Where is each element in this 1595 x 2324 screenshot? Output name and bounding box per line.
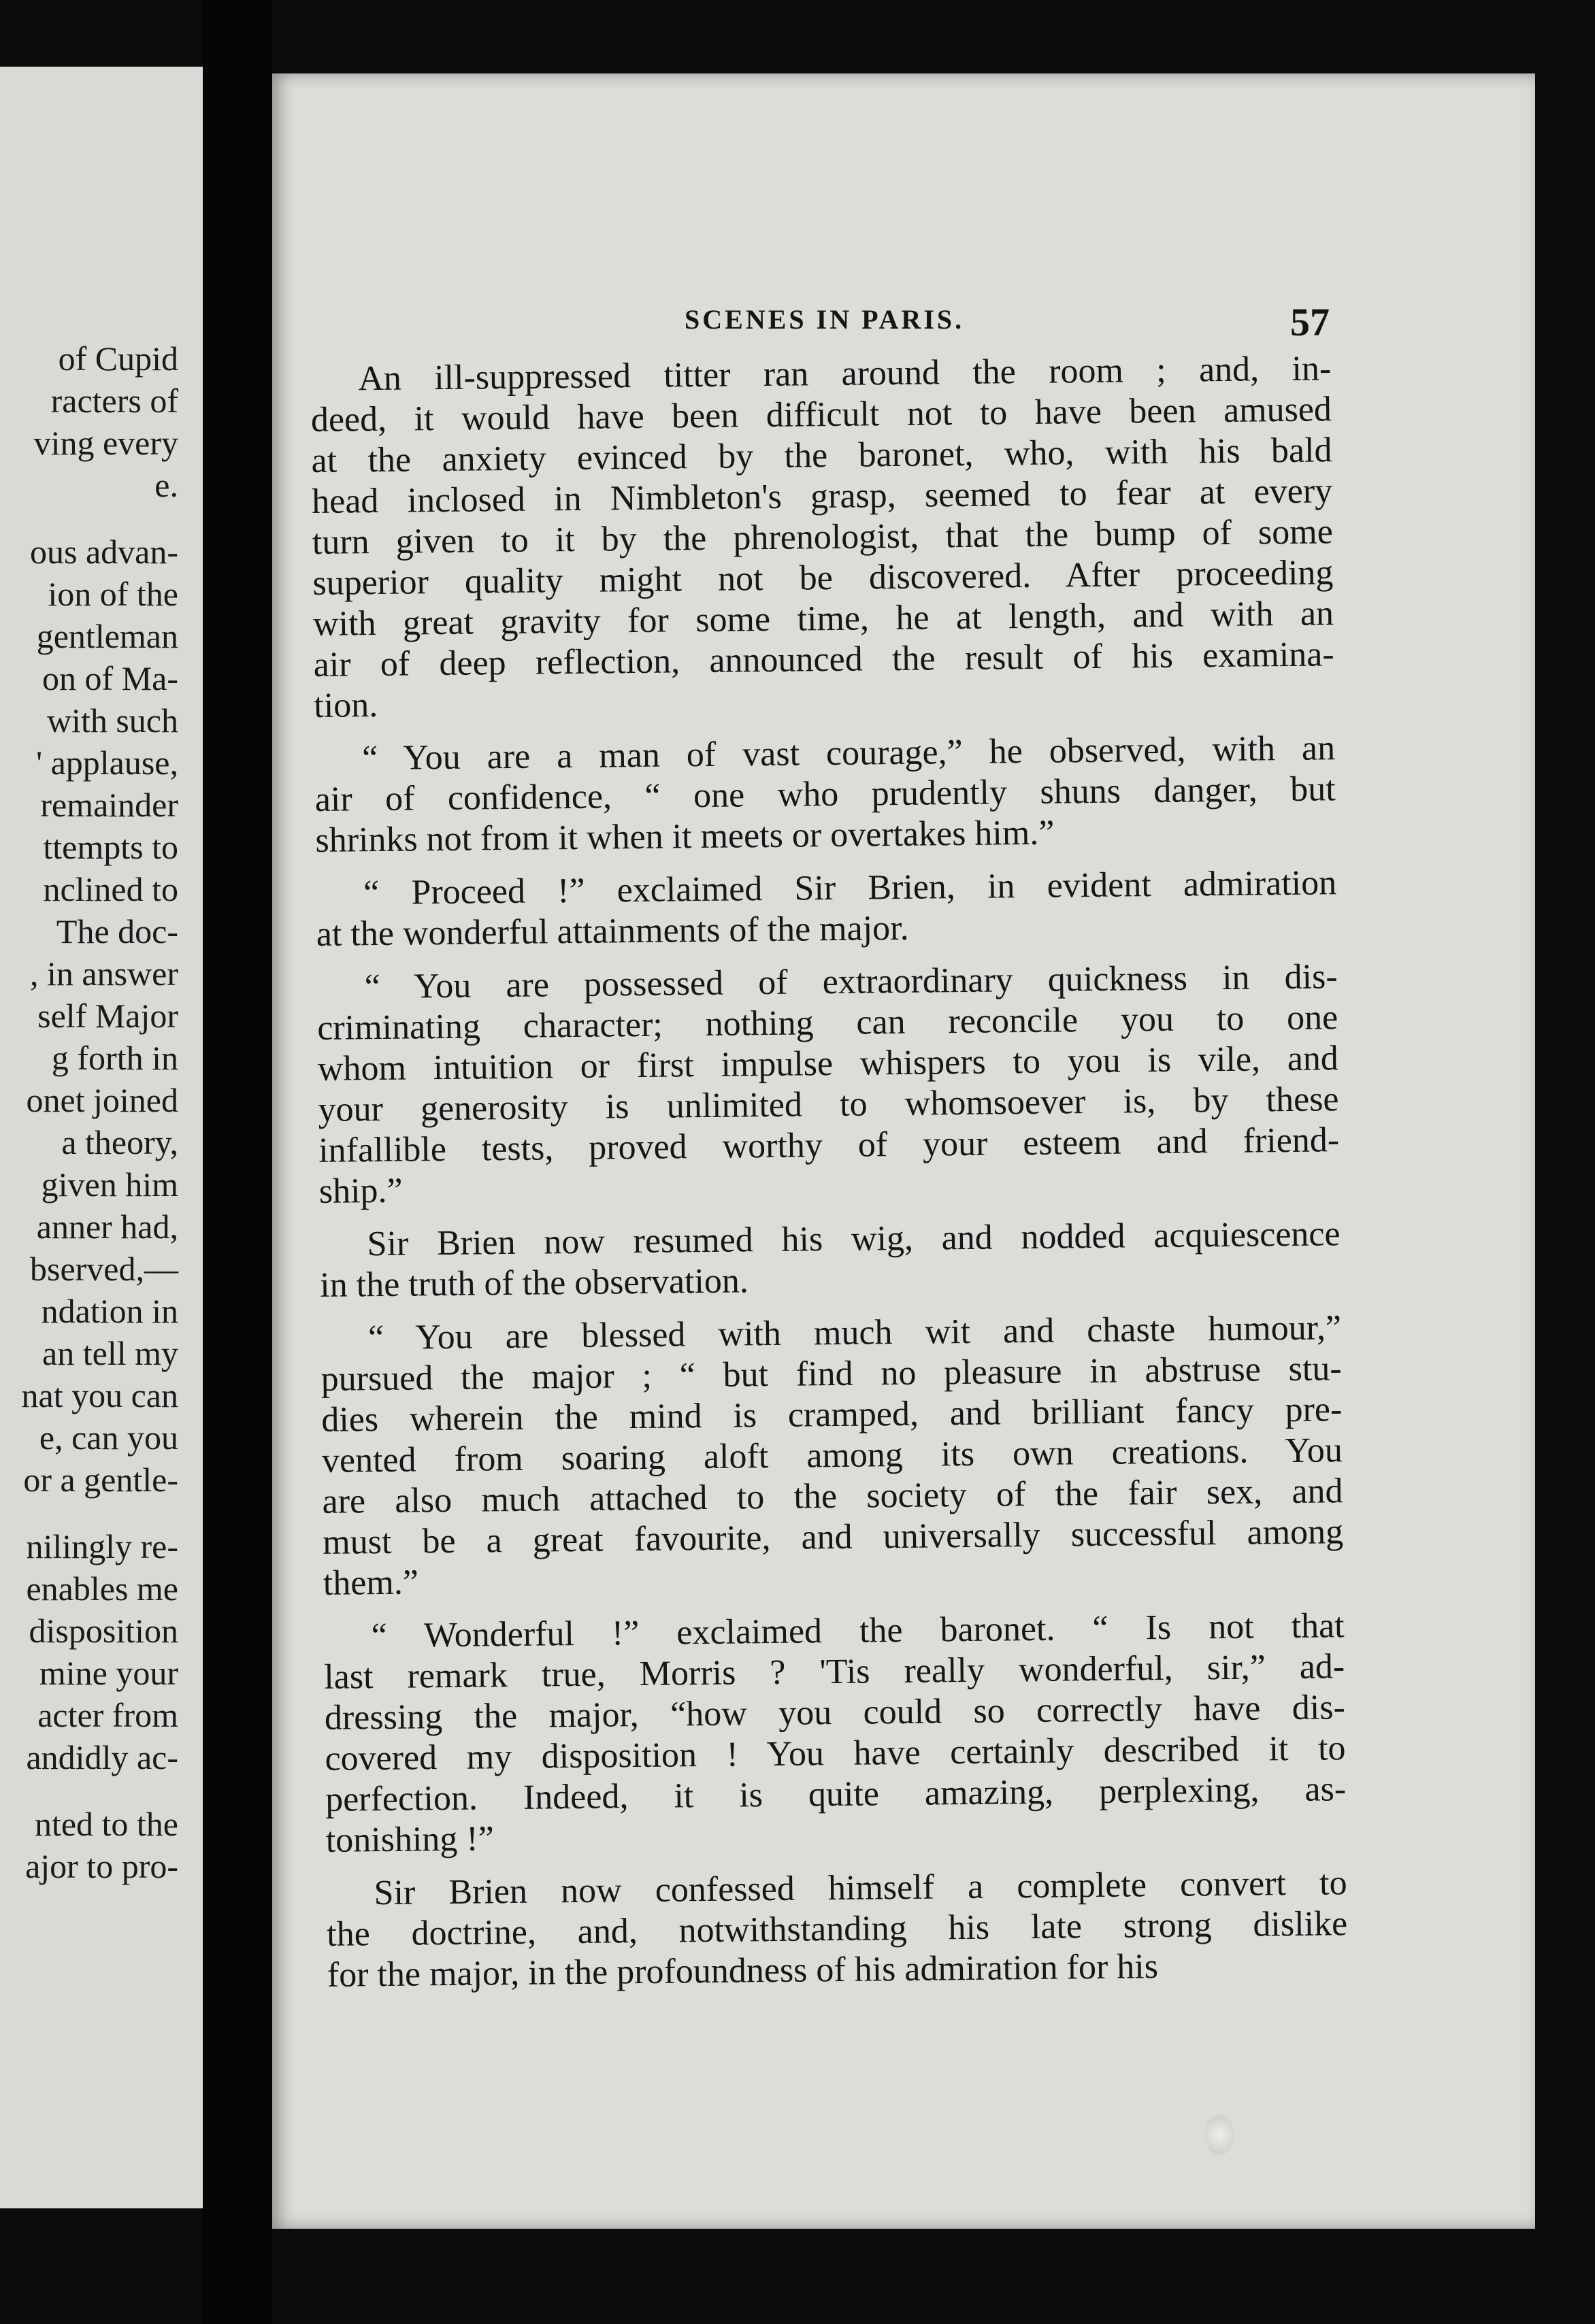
text-line: with great gravity for some time, he at length, and with an — [312, 594, 1334, 644]
paragraph — [323, 1606, 1347, 1861]
text-line: ship.” — [318, 1171, 403, 1211]
text-line: tion. — [314, 685, 378, 725]
text-line: covered my disposition ! You have certainly described it to — [325, 1729, 1346, 1778]
paragraph — [319, 1214, 1341, 1306]
text-line: turn given to it by the phrenologist, that the bump of some — [312, 512, 1334, 562]
text-line: criminating character; nothing can reconcile you to one — [317, 998, 1338, 1048]
left-page-line: racters of — [50, 382, 178, 420]
left-page-line: or a gentle- — [23, 1461, 178, 1499]
text-line: at the wonderful attainments of the major. — [316, 908, 909, 954]
left-page-line: nted to the — [34, 1805, 178, 1843]
left-page-gap — [0, 1501, 178, 1525]
text-line: in the truth of the observation. — [319, 1261, 749, 1305]
left-page-line: , in answer — [30, 954, 178, 993]
left-page-line: nclined to — [43, 870, 178, 908]
main-page — [272, 73, 1535, 2229]
left-page-line: andidly ac- — [26, 1738, 178, 1776]
text-line: your generosity is unlimited to whomsoever is, by these — [318, 1080, 1339, 1129]
left-page-line: acter from — [37, 1696, 178, 1734]
left-page-line: ' applause, — [36, 744, 178, 782]
text-line: Sir Brien now resumed his wig, and nodded acquiescence — [367, 1214, 1341, 1264]
text-line: vented from soaring aloft among its own creations. You — [321, 1431, 1343, 1480]
left-page-line: on of Ma- — [42, 659, 178, 697]
left-page-line: an tell my — [42, 1334, 178, 1372]
text-line: dies wherein the mind is cramped, and brilliant fancy pre- — [321, 1390, 1343, 1440]
text-line: infallible tests, proved worthy of your esteem and friend- — [318, 1120, 1340, 1170]
left-page-line: enables me — [26, 1570, 178, 1608]
paragraph — [310, 348, 1335, 727]
running-header — [272, 299, 1535, 347]
left-page-line: nat you can — [21, 1376, 178, 1414]
text-line: must be a great favourite, and universally successful among — [322, 1512, 1344, 1562]
left-page-line: anner had, — [36, 1208, 178, 1246]
text-line: them.” — [323, 1563, 419, 1603]
paragraph — [326, 1863, 1348, 1996]
text-line: “ You are blessed with much wit and chaste humour,” — [367, 1308, 1342, 1358]
left-page-line: e, can you — [39, 1418, 178, 1457]
text-line: Sir Brien now confessed himself a complete convert to — [374, 1863, 1347, 1913]
text-line: perfection. Indeed, it is quite amazing, perplexing, as- — [325, 1770, 1347, 1819]
left-page-line: with such — [46, 701, 178, 740]
book-gutter — [203, 0, 272, 2324]
text-line: air of confidence, “ one who prudently shuns danger, but — [314, 769, 1336, 819]
text-line: tonishing !” — [325, 1819, 495, 1860]
text-line: are also much attached to the society of the fair sex, and — [322, 1472, 1343, 1521]
left-page-line: self Major — [37, 997, 178, 1035]
left-page-line: onet joined — [26, 1081, 178, 1119]
text-line: whom intuition or first impulse whispers to you is vile, and — [317, 1039, 1339, 1089]
text-line: at the anxiety evinced by the baronet, who, with his bald — [311, 431, 1332, 480]
text-line: superior quality might not be discovered. After proceeding — [312, 553, 1334, 603]
paragraph — [316, 863, 1337, 955]
left-page-gap — [0, 506, 178, 531]
text-line: “ Proceed !” exclaimed Sir Brien, in evident admiration — [363, 863, 1337, 913]
text-line: dressing the major, “how you could so correctly have dis- — [324, 1688, 1346, 1738]
text-line: “ You are a man of vast courage,” he observed, with an — [361, 729, 1336, 778]
left-page-text — [0, 337, 178, 1887]
text-line: pursued the major ; “ but find no pleasure in abstruse stu- — [320, 1349, 1342, 1399]
paragraph — [316, 957, 1340, 1212]
text-line: for the major, in the profoundness of his admiration for his — [327, 1947, 1159, 1995]
left-page-line: mine your — [39, 1654, 178, 1692]
text-line: An ill-suppressed titter ran around the room ; and, in- — [358, 349, 1332, 399]
text-line: shrinks not from it when it meets or overtakes him.” — [315, 813, 1055, 860]
left-page-line: remainder — [40, 786, 178, 824]
text-line: last remark true, Morris ? 'Tis really wonderful, sir,” ad- — [323, 1647, 1345, 1697]
left-page-line: ion of the — [48, 575, 178, 613]
text-line: “ Wonderful !” exclaimed the baronet. “ Is not that — [371, 1606, 1345, 1656]
text-line: head inclosed in Nimbleton's grasp, seemed to fear at every — [311, 471, 1333, 521]
left-page-line: ajor to pro- — [25, 1847, 178, 1885]
left-page-line: ous advan- — [30, 533, 178, 571]
left-page-line: nilingly re- — [26, 1527, 178, 1565]
left-page-line: ndation in — [41, 1292, 178, 1330]
left-page-gap — [0, 1778, 178, 1803]
page-number: 57 — [1290, 300, 1330, 344]
running-head-title: SCENES IN PARIS. — [685, 304, 965, 335]
paragraph — [320, 1308, 1344, 1604]
text-line: air of deep reflection, announced the result of his examina- — [313, 635, 1334, 684]
left-page-line: disposition — [29, 1612, 178, 1650]
left-page-line: ttempts to — [43, 828, 178, 866]
paper-blemish — [1204, 2114, 1234, 2155]
text-line: the doctrine, and, notwithstanding his late strong dislike — [326, 1904, 1348, 1954]
left-page-line: gentleman — [36, 617, 178, 655]
text-line: deed, it would have been difficult not to have been amused — [310, 390, 1332, 439]
paragraph — [314, 728, 1336, 861]
left-page-line: of Cupid — [58, 339, 178, 378]
left-page-line: a theory, — [61, 1123, 178, 1161]
left-page-line: ving every — [33, 424, 178, 462]
left-page-line: e. — [154, 466, 178, 504]
left-page-line: bserved,— — [30, 1250, 178, 1288]
left-facing-page — [0, 67, 203, 2208]
text-line: “ You are possessed of extraordinary quickness in dis- — [364, 957, 1338, 1007]
left-page-line: The doc- — [56, 912, 178, 950]
page-body — [310, 348, 1348, 2008]
left-page-line: given him — [41, 1165, 178, 1204]
left-page-line: g forth in — [51, 1039, 178, 1077]
